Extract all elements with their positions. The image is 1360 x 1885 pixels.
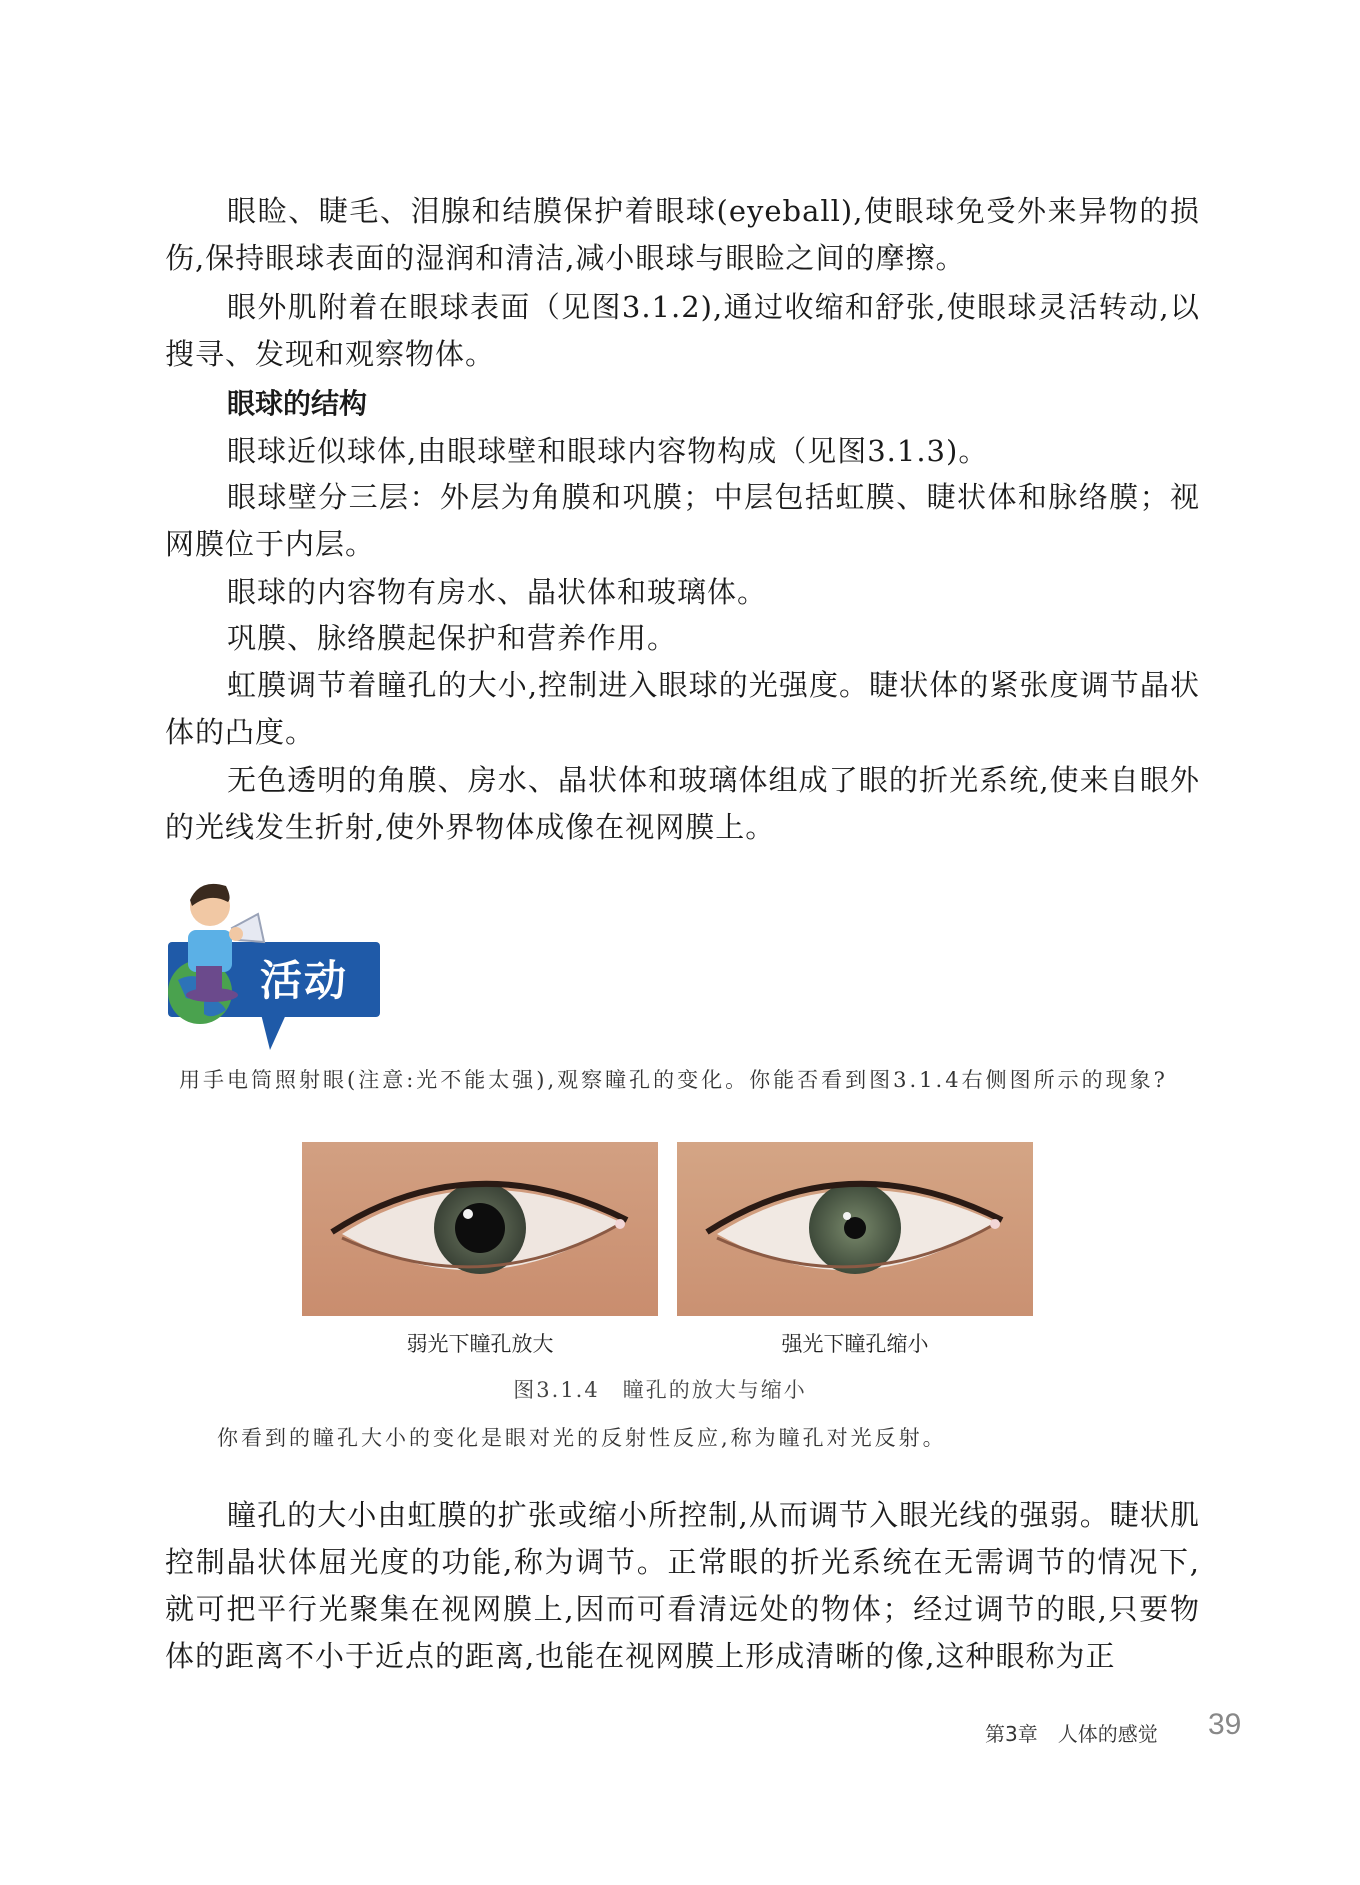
caption-dilated: 弱光下瞳孔放大	[406, 1332, 554, 1356]
activity-instruction: 用手电筒照射眼(注意:光不能太强),观察瞳孔的变化。你能否看到图3.1.4右侧图所示的现象?	[179, 1068, 1168, 1092]
paragraph-extraocular-muscles: 眼外肌附着在眼球表面（见图3.1.2),通过收缩和舒张,使眼球灵活转动,以搜寻、发现和观察物体。	[165, 290, 1200, 371]
section-heading: 眼球的结构	[227, 387, 368, 420]
paragraph-eyeball-contents: 眼球的内容物有房水、晶状体和玻璃体。	[227, 575, 768, 609]
paragraph-pupil-accommodation: 瞳孔的大小由虹膜的扩张或缩小所控制,从而调节入眼光线的强弱。睫状肌控制晶状体屈光度的功能,称为调节。正常眼的折光系统在无需调节的情况下,就可把平行光聚集在视网膜上,因而可看清远处的物体；经过调节的眼,只要物体的距离不小于近点的距离,也能在视网膜上形成清晰的像,这种眼称为正	[165, 1498, 1200, 1673]
activity-conclusion: 你看到的瞳孔大小的变化是眼对光的反射性反应,称为瞳孔对光反射。	[217, 1426, 947, 1450]
paragraph-iris: 虹膜调节着瞳孔的大小,控制进入眼球的光强度。睫状体的紧张度调节晶状体的凸度。	[165, 668, 1200, 749]
paragraph-eyeball-wall: 眼球壁分三层：外层为角膜和巩膜；中层包括虹膜、睫状体和脉络膜；视网膜位于内层。	[165, 480, 1200, 561]
caption-constricted: 强光下瞳孔缩小	[781, 1332, 929, 1356]
activity-badge-label: 活动	[260, 956, 349, 1005]
page-number: 39	[1208, 1708, 1242, 1741]
photo-dilated-pupil	[302, 1142, 658, 1316]
activity-badge	[160, 870, 390, 1055]
paragraph-eyeball-shape: 眼球近似球体,由眼球壁和眼球内容物构成（见图3.1.3)。	[227, 434, 989, 468]
paragraph-refractive-system: 无色透明的角膜、房水、晶状体和玻璃体组成了眼的折光系统,使来自眼外的光线发生折射,使外界物体成像在视网膜上。	[165, 763, 1200, 844]
paragraph-eyelid: 眼睑、睫毛、泪腺和结膜保护着眼球(eyeball),使眼球免受外来异物的损伤,保持眼球表面的湿润和清洁,减小眼球与眼睑之间的摩擦。	[165, 194, 1200, 275]
footer-chapter: 第3章 人体的感觉	[985, 1722, 1158, 1746]
photo-constricted-pupil	[677, 1142, 1033, 1316]
figure-title: 图3.1.4 瞳孔的放大与缩小	[513, 1378, 807, 1402]
paragraph-sclera: 巩膜、脉络膜起保护和营养作用。	[227, 621, 678, 655]
